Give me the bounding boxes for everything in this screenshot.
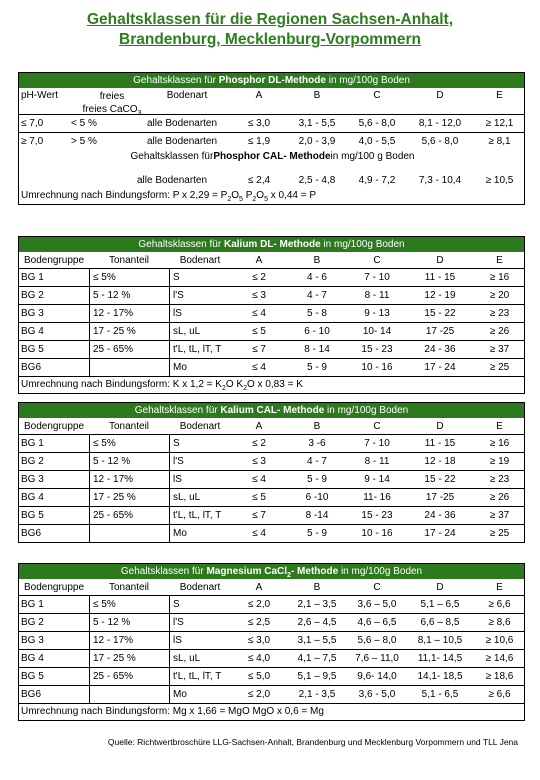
table-cell: ≤ 2 <box>252 272 266 283</box>
table-row <box>19 685 524 703</box>
table-row <box>19 434 524 452</box>
table-cell: Mo <box>169 359 231 376</box>
table-cell: 15 - 23 <box>361 510 393 521</box>
table-cell: 6 -10 <box>305 492 329 503</box>
table-cell: 4,6 – 6,5 <box>357 617 397 628</box>
table-cell: 17 -25 <box>425 326 455 337</box>
table-cell: 7 - 10 <box>364 272 390 283</box>
table-cell: ≥ 25 <box>489 362 510 373</box>
table-cell: ≥ 16 <box>489 438 510 449</box>
table-cell: lS <box>169 305 231 322</box>
table-cell: 25 - 65% <box>89 341 169 358</box>
table-cell: ≤ 4 <box>252 474 266 485</box>
table-cell: 3,6 – 5,0 <box>357 599 397 610</box>
table-cell: 2,6 – 4,5 <box>297 617 337 628</box>
table-cell: 8 - 14 <box>304 344 330 355</box>
table-cell: 8 -14 <box>305 510 329 521</box>
table-cell: 7,6 – 11,0 <box>355 653 399 664</box>
table-cell: sL, uL <box>169 489 231 506</box>
table-cell: 11 - 15 <box>424 272 456 283</box>
table-cell: 5,1 – 6,5 <box>420 599 460 610</box>
table-cell: BG 2 <box>21 290 44 301</box>
table-cell: BG 3 <box>21 474 44 485</box>
table-row <box>19 613 524 631</box>
table-cell <box>89 686 169 703</box>
kalium-cal-method-label: Kalium CAL- Methode <box>220 405 325 416</box>
table-cell: ≥ 16 <box>489 272 510 283</box>
table-cell: BG 3 <box>21 635 44 646</box>
table-cell: Mo <box>169 525 231 542</box>
table-cell: S <box>169 435 231 452</box>
phosphor-dl-header: Gehaltsklassen für Phosphor DL-Methode in mg/100g Boden <box>19 73 524 88</box>
table-cell: 8 - 11 <box>364 456 390 467</box>
table-cell: 10 - 16 <box>361 362 393 373</box>
table-cell: 6 - 10 <box>304 326 330 337</box>
table-cell: 25 - 65% <box>89 507 169 524</box>
table-cell: 7 - 10 <box>364 438 390 449</box>
table-cell: sL, uL <box>169 650 231 667</box>
table-cell: 3 -6 <box>308 438 326 449</box>
table-cell: 9 - 14 <box>364 474 390 485</box>
table-cell: 17 - 25 % <box>89 489 169 506</box>
table-cell: 17 - 24 <box>424 528 456 539</box>
table-cell: S <box>169 269 231 286</box>
table-cell: BG 4 <box>21 653 44 664</box>
table-row <box>19 506 524 524</box>
table-cell: 5 - 9 <box>306 362 327 373</box>
table-cell: 15 - 22 <box>424 474 456 485</box>
table-cell: 17 - 25 % <box>89 323 169 340</box>
table-cell: ≥ 23 <box>489 308 510 319</box>
table-cell: ≤ 7 <box>252 510 266 521</box>
phosphor-conversion-note: Umrechnung nach Bindungsform: P x $2,29 = P_2O_5$ $P_2O_5$ x 0,44 = P <box>21 190 317 203</box>
kalium-cal-column-header-row: Bodengruppe Tonanteil Bodenart A B C D E <box>23 420 503 432</box>
kalium-cal-header: Gehaltsklassen für Kalium CAL- Methode in mg/100g Boden <box>19 403 524 418</box>
table-cell: BG6 <box>21 689 42 700</box>
kalium-dl-method-label: Kalium DL- Methode <box>223 239 321 250</box>
table-cell: S <box>169 596 231 613</box>
table-cell: l'S <box>169 287 231 304</box>
table-cell: 11,1- 14,5 <box>417 653 463 664</box>
kalium-dl-table <box>18 236 525 394</box>
table-row <box>19 470 524 488</box>
table-row <box>19 286 524 304</box>
table-cell: 9,6- 14,0 <box>357 671 397 682</box>
table-row: ≥ 7,0 > 5 % alle Bodenarten ≤ 1,9 2,0 - 3,9 4,0 - 5,5 5,6 - 8,0 ≥ 8,1 <box>19 132 524 149</box>
kalium-dl-column-header-row: Bodengruppe Tonanteil Bodenart A B C D E <box>23 254 503 266</box>
table-row <box>19 358 524 376</box>
table-cell: ≤ 5 <box>252 326 266 337</box>
table-cell: ≥ 25 <box>489 528 510 539</box>
table-cell: ≤ 5% <box>89 269 169 286</box>
col-header-b: B <box>313 90 321 101</box>
table-cell: ≤ 2,0 <box>247 689 271 700</box>
table-cell: ≤ 2 <box>252 438 266 449</box>
table-cell: BG 3 <box>21 308 44 319</box>
table-cell: ≥ 20 <box>489 290 510 301</box>
table-cell: 4 - 7 <box>306 290 327 301</box>
table-cell: BG 4 <box>21 326 44 337</box>
table-row <box>19 268 524 286</box>
magnesium-header: Gehaltsklassen für Magnesium CaCl$_2$- Methode in mg/100g Boden <box>19 564 524 579</box>
table-cell: ≥ 8,6 <box>488 617 511 628</box>
table-cell: 3,6 - 5,0 <box>358 689 396 700</box>
table-cell: BG 1 <box>21 599 44 610</box>
table-cell: BG6 <box>21 362 42 373</box>
table-row: alle Bodenarten ≤ 2,4 2,5 - 4,8 4,9 - 7,2 7,3 - 10,4 ≥ 10,5 <box>137 175 514 186</box>
table-row: ≤ 7,0 < 5 % alle Bodenarten ≤ 3,0 3,1 - 5,5 5,6 - 8,0 8,1 - 12,0 ≥ 12,1 <box>19 114 524 132</box>
table-cell: sL, uL <box>169 323 231 340</box>
table-cell: ≥ 10,6 <box>485 635 514 646</box>
title-line-2: Brandenburg, Mecklenburg-Vorpommern <box>119 31 421 48</box>
phosphor-dl-method-label: Phosphor DL-Methode <box>218 75 326 86</box>
kalium-cal-table <box>18 402 525 543</box>
table-cell: BG 4 <box>21 492 44 503</box>
col-header-c: C <box>373 90 381 101</box>
table-cell: ≤ 4 <box>252 528 266 539</box>
table-cell: 5 - 9 <box>306 528 327 539</box>
table-cell: BG6 <box>21 528 42 539</box>
table-cell: l'S <box>169 614 231 631</box>
table-cell: ≤ 7 <box>252 344 266 355</box>
table-cell: 10- 14 <box>362 326 392 337</box>
table-cell: ≥ 18,6 <box>485 671 514 682</box>
phosphor-cal-header: Gehaltsklassen für Phosphor CAL- Methode in mg/100 g Boden <box>130 151 415 162</box>
col-header-d: D <box>436 90 444 101</box>
source-citation: Quelle: Richtwertbroschüre LLG-Sachsen-Anhalt, Brandenburg und Mecklenburg Vorpommern und TLL Jena <box>107 737 518 747</box>
table-cell: 25 - 65% <box>89 668 169 685</box>
page-title <box>0 10 540 50</box>
table-cell: ≤ 4 <box>252 308 266 319</box>
table-cell: 11 - 15 <box>424 438 456 449</box>
table-cell: ≥ 14,6 <box>485 653 514 664</box>
table-cell: 9 - 13 <box>364 308 390 319</box>
magnesium-conversion-note: Umrechnung nach Bindungsform: Mg x 1,66 = MgO MgO x 0,6 = Mg <box>19 703 524 720</box>
table-cell: 12 - 18 <box>424 456 456 467</box>
table-cell: ≥ 23 <box>489 474 510 485</box>
phosphor-table <box>18 72 525 205</box>
table-cell: 4 - 6 <box>306 272 327 283</box>
table-row <box>19 524 524 542</box>
table-cell: ≥ 6,6 <box>488 689 511 700</box>
table-cell: 12 - 17% <box>89 632 169 649</box>
table-cell: BG 2 <box>21 456 44 467</box>
table-row <box>19 304 524 322</box>
phosphor-cal-method-label: Phosphor CAL- Methode <box>213 151 331 162</box>
table-cell: ≤ 4,0 <box>247 653 271 664</box>
table-cell: ≤ 2,0 <box>247 599 271 610</box>
table-cell: ≥ 37 <box>489 510 510 521</box>
table-cell: BG 2 <box>21 617 44 628</box>
table-cell: t'L, tL, lT, T <box>169 341 231 358</box>
table-row <box>19 322 524 340</box>
col-header-a: A <box>255 90 263 101</box>
magnesium-method-label: Magnesium CaCl$_2$- Methode <box>206 566 339 579</box>
table-row <box>19 667 524 685</box>
table-cell: ≥ 37 <box>489 344 510 355</box>
table-cell: BG 5 <box>21 510 44 521</box>
table-cell: 5 - 8 <box>306 308 327 319</box>
table-cell: ≤ 5% <box>89 596 169 613</box>
table-cell: ≤ 3 <box>252 290 266 301</box>
table-cell: ≤ 5 <box>252 492 266 503</box>
table-cell: 6,6 – 8,5 <box>420 617 460 628</box>
table-cell: 5 - 12 % <box>89 287 169 304</box>
table-cell: 17 - 25 % <box>89 650 169 667</box>
table-cell: 24 - 36 <box>424 510 456 521</box>
magnesium-table <box>18 563 525 721</box>
table-row <box>19 488 524 506</box>
table-cell: ≤ 3,0 <box>247 635 271 646</box>
table-cell: l'S <box>169 453 231 470</box>
table-cell: BG 5 <box>21 671 44 682</box>
table-cell: ≤ 5,0 <box>247 671 271 682</box>
table-cell: 4 - 7 <box>306 456 327 467</box>
table-cell: ≥ 26 <box>489 326 510 337</box>
table-cell: 8,1 – 10,5 <box>417 635 463 646</box>
table-cell: 5,1 - 6,5 <box>421 689 459 700</box>
kalium-dl-header: Gehaltsklassen für Kalium DL- Methode in mg/100g Boden <box>19 237 524 252</box>
table-cell: 15 - 23 <box>361 344 393 355</box>
table-cell: ≤ 3 <box>252 456 266 467</box>
table-cell: 12 - 17% <box>89 305 169 322</box>
phosphor-column-header-row <box>19 88 524 117</box>
table-cell: 24 - 36 <box>424 344 456 355</box>
table-cell: BG 1 <box>21 438 44 449</box>
table-cell: ≤ 5% <box>89 435 169 452</box>
table-cell: 2,1 – 3,5 <box>297 599 337 610</box>
table-row <box>19 452 524 470</box>
table-cell: 12 - 19 <box>424 290 456 301</box>
kalium-conversion-note: Umrechnung nach Bindungsform: K x $1,2 = K_2O$ $K_2O$ x 0,83 = K <box>19 376 524 393</box>
table-cell: 5 - 12 % <box>89 453 169 470</box>
table-cell: 11- 16 <box>363 492 391 503</box>
table-cell: lS <box>169 471 231 488</box>
table-cell: ≥ 19 <box>489 456 510 467</box>
table-cell: 5,6 – 8,0 <box>357 635 397 646</box>
table-cell <box>89 525 169 542</box>
table-cell: 17 - 24 <box>424 362 456 373</box>
table-cell: ≤ 2,5 <box>247 617 271 628</box>
table-cell: 17 -25 <box>425 492 455 503</box>
table-cell: lS <box>169 632 231 649</box>
table-cell: 8 - 11 <box>364 290 390 301</box>
table-cell: 15 - 22 <box>424 308 456 319</box>
table-cell: 5 - 12 % <box>89 614 169 631</box>
table-cell: 3,1 – 5,5 <box>297 635 337 646</box>
table-cell <box>89 359 169 376</box>
table-row <box>19 595 524 613</box>
table-cell: Mo <box>169 686 231 703</box>
table-cell: t'L, tL, lT, T <box>169 507 231 524</box>
title-line-1: Gehaltsklassen für die Regionen Sachsen-Anhalt, <box>86 11 454 28</box>
table-cell: 4,1 – 7,5 <box>297 653 337 664</box>
table-cell: ≥ 26 <box>489 492 510 503</box>
col-header-ph: pH-Wert <box>21 90 59 101</box>
magnesium-column-header-row: Bodengruppe Tonanteil Bodenart A B C D E <box>23 581 503 593</box>
table-cell: 14,1- 18,5 <box>417 671 463 682</box>
table-row <box>19 649 524 667</box>
table-cell: 10 - 16 <box>361 528 393 539</box>
table-row <box>19 340 524 358</box>
col-header-bodenart: Bodenart <box>166 90 208 101</box>
table-cell: BG 5 <box>21 344 44 355</box>
table-cell: t'L, tL, lT, T <box>169 668 231 685</box>
col-header-caco3: freies freies CaCO$_3$ <box>82 91 142 117</box>
table-cell: ≥ 6,6 <box>488 599 511 610</box>
table-row <box>19 631 524 649</box>
table-cell: ≤ 4 <box>252 362 266 373</box>
col-header-e: E <box>496 90 503 101</box>
table-cell: BG 1 <box>21 272 44 283</box>
table-cell: 5,1 – 9,5 <box>297 671 337 682</box>
table-cell: 5 - 9 <box>306 474 327 485</box>
table-cell: 2,1 - 3,5 <box>298 689 336 700</box>
table-cell: 12 - 17% <box>89 471 169 488</box>
